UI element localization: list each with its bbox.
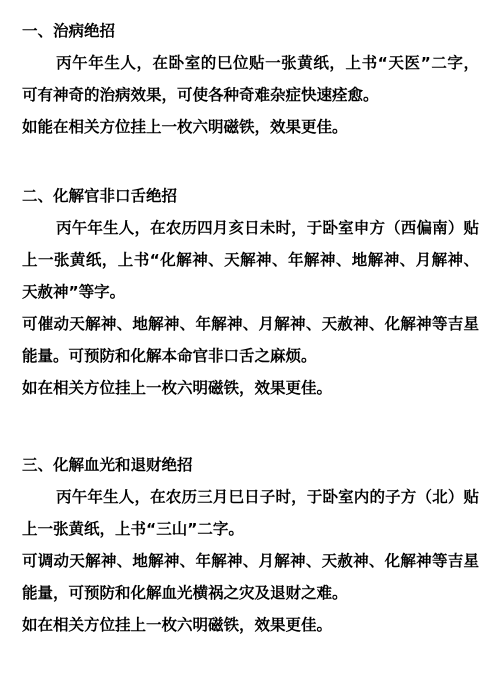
section-paragraph: 可催动天解神、地解神、年解神、月解神、天赦神、化解神等吉星能量。可预防和化解本命官非口舌之麻烦。 <box>22 315 479 365</box>
section-paragraph: 丙午年生人，在农历三月巳日子时，于卧室内的子方（北）贴上一张黄纸，上书“三山”二字。 <box>22 488 479 538</box>
section-paragraph: 丙午年生人，在农历四月亥日未时，于卧室申方（西偏南）贴上一张黄纸，上书“化解神、天解神、年解神、地解神、月解神、天赦神”等字。 <box>22 219 479 301</box>
section-cure-illness <box>22 15 479 143</box>
section-paragraph: 如在相关方位挂上一枚六明磁铁，效果更佳。 <box>22 379 333 397</box>
section-paragraph: 可调动天解神、地解神、年解神、月解神、天赦神、化解神等吉星能量，可预防和化解血光横祸之灾及退财之难。 <box>22 552 479 602</box>
section-paragraph: 如在相关方位挂上一枚六明磁铁，效果更佳。 <box>22 616 333 634</box>
section-paragraph: 如能在相关方位挂上一枚六明磁铁，效果更佳。 <box>22 118 348 136</box>
section-resolve-bloodshed-and-loss <box>22 449 479 641</box>
section-resolve-disputes <box>22 180 479 404</box>
section-heading: 一、治病绝招 <box>22 22 116 40</box>
section-heading: 二、化解官非口舌绝招 <box>22 187 178 205</box>
section-paragraph: 丙午年生人，在卧室的巳位贴一张黄纸，上书“天医”二字，可有神奇的治病效果，可使各种奇难杂症快速痊愈。 <box>22 54 479 104</box>
section-heading: 三、化解血光和退财绝招 <box>22 456 193 474</box>
